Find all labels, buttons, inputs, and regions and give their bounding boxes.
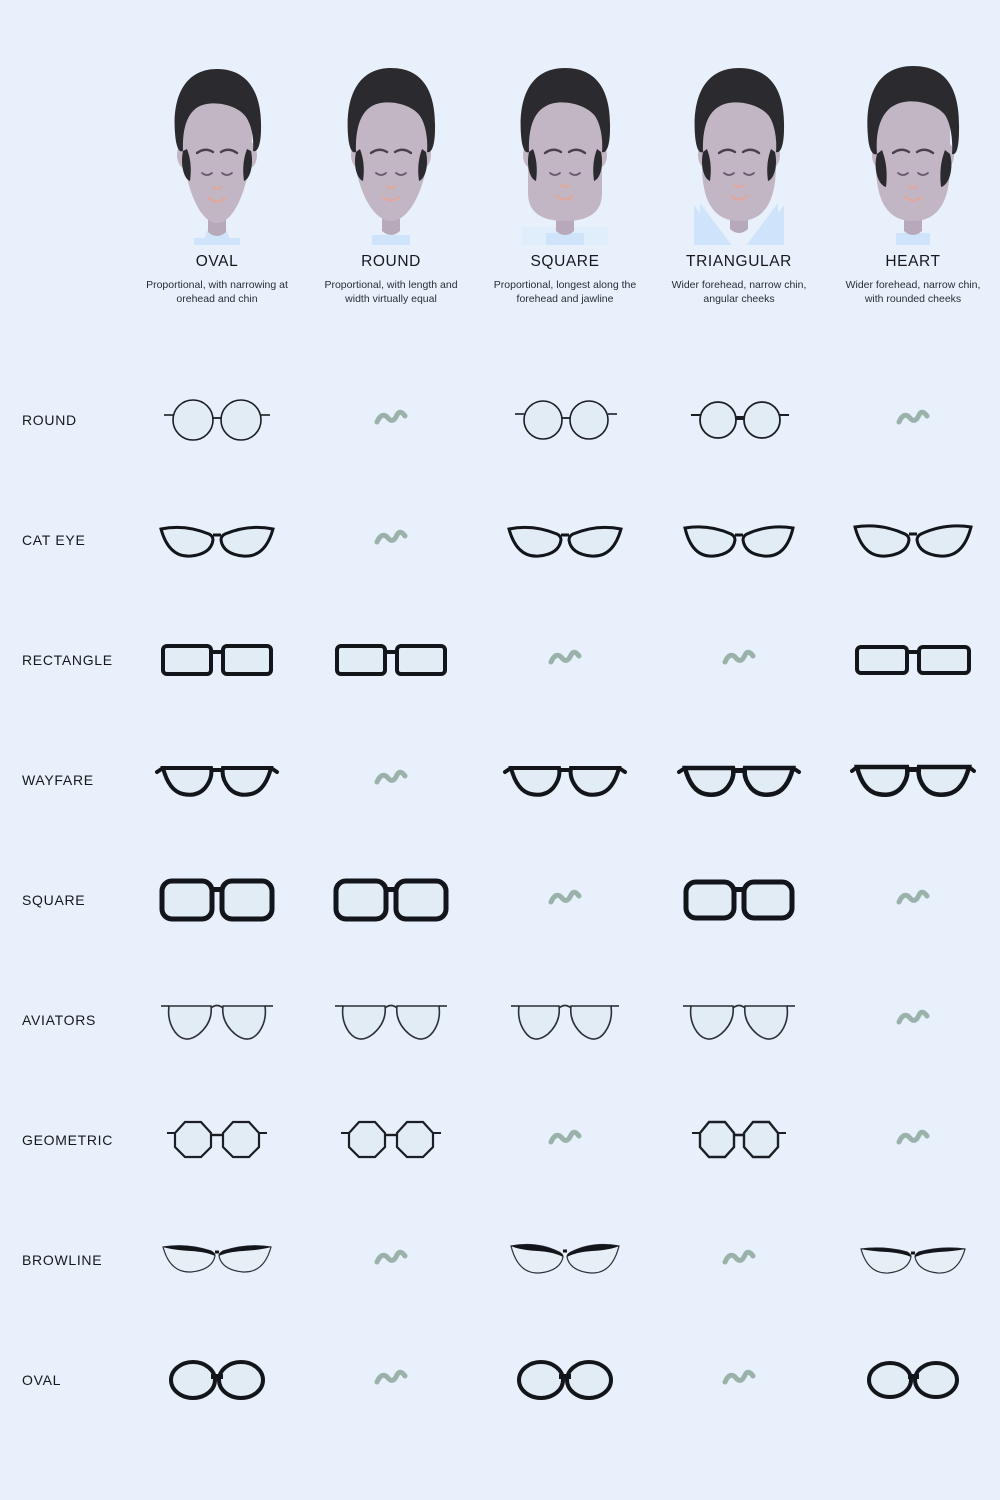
frames-geometric-icon [675,1109,803,1171]
cell-round-round [304,360,478,480]
face-description: Proportional, with narrowing at orehead and chin [146,279,288,306]
cell-wayfare-round [304,720,478,840]
frames-browline-icon [501,1229,629,1291]
cell-wayfare-oval [130,720,304,840]
cell-cat-eye-heart [826,480,1000,600]
face-oval-icon [142,55,292,245]
cell-browline-heart [826,1200,1000,1320]
frames-round-icon [153,389,281,451]
frames-cat-eye-icon [675,509,803,571]
frames-wayfare-icon [501,749,629,811]
cell-square-triangular [652,840,826,960]
frames-square-icon [675,869,803,931]
not-recommended-squiggle-icon [722,1249,756,1271]
frames-wayfare-icon [675,749,803,811]
face-label: SQUARE [530,253,600,270]
cell-round-triangular [652,360,826,480]
face-label: TRIANGULAR [686,253,792,270]
face-column-triangular [652,0,826,360]
cell-geometric-triangular [652,1080,826,1200]
cell-square-round [304,840,478,960]
face-column-round [304,0,478,360]
frames-wayfare-icon [849,749,977,811]
cell-geometric-square [478,1080,652,1200]
frames-oval-icon [153,1349,281,1411]
cell-aviators-heart [826,960,1000,1080]
cell-geometric-round [304,1080,478,1200]
frames-square-icon [153,869,281,931]
frames-aviators-icon [153,989,281,1051]
face-column-heart [826,0,1000,360]
face-triangular-icon [664,55,814,245]
not-recommended-squiggle-icon [374,769,408,791]
face-description: Proportional, with length and width virtually equal [324,279,458,306]
frames-aviators-icon [675,989,803,1051]
frames-round-icon [675,389,803,451]
frames-rectangle-icon [849,629,977,691]
not-recommended-squiggle-icon [896,409,930,431]
face-description: Wider forehead, narrow chin, angular cheeks [671,279,807,306]
frames-browline-icon [849,1229,977,1291]
frames-cat-eye-icon [153,509,281,571]
cell-round-square [478,360,652,480]
cell-round-oval [130,360,304,480]
frames-oval-icon [849,1349,977,1411]
row-label-aviators: AVIATORS [22,1012,97,1028]
row-label-round: ROUND [22,412,77,428]
cell-oval-oval [130,1320,304,1440]
cell-oval-square [478,1320,652,1440]
not-recommended-squiggle-icon [374,529,408,551]
face-square-icon [490,55,640,245]
not-recommended-squiggle-icon [374,1369,408,1391]
not-recommended-squiggle-icon [548,649,582,671]
frames-browline-icon [153,1229,281,1291]
cell-rectangle-oval [130,600,304,720]
row-label-oval: OVAL [22,1372,62,1388]
frames-oval-icon [501,1349,629,1411]
face-description: Wider forehead, narrow chin, with rounded cheeks [845,279,981,306]
not-recommended-squiggle-icon [896,1009,930,1031]
cell-aviators-oval [130,960,304,1080]
cell-geometric-heart [826,1080,1000,1200]
face-label: HEART [885,253,941,270]
frames-geometric-icon [153,1109,281,1171]
face-heart-icon [838,55,988,245]
frames-round-icon [501,389,629,451]
not-recommended-squiggle-icon [722,1369,756,1391]
cell-rectangle-square [478,600,652,720]
cell-oval-heart [826,1320,1000,1440]
cell-rectangle-round [304,600,478,720]
not-recommended-squiggle-icon [896,1129,930,1151]
cell-aviators-round [304,960,478,1080]
cell-square-oval [130,840,304,960]
row-label-wayfare: WAYFARE [22,772,94,788]
frames-square-icon [327,869,455,931]
cell-cat-eye-oval [130,480,304,600]
cell-wayfare-triangular [652,720,826,840]
cell-aviators-triangular [652,960,826,1080]
not-recommended-squiggle-icon [548,889,582,911]
cell-wayfare-square [478,720,652,840]
cell-rectangle-heart [826,600,1000,720]
not-recommended-squiggle-icon [374,1249,408,1271]
cell-oval-round [304,1320,478,1440]
frames-geometric-icon [327,1109,455,1171]
cell-aviators-square [478,960,652,1080]
row-label-cat-eye: CAT EYE [22,532,86,548]
cell-browline-square [478,1200,652,1320]
cell-wayfare-heart [826,720,1000,840]
frames-aviators-icon [327,989,455,1051]
row-label-geometric: GEOMETRIC [22,1132,114,1148]
cell-cat-eye-triangular [652,480,826,600]
cell-cat-eye-round [304,480,478,600]
frames-wayfare-icon [153,749,281,811]
cell-browline-round [304,1200,478,1320]
row-label-rectangle: RECTANGLE [22,652,113,668]
cell-square-square [478,840,652,960]
cell-browline-oval [130,1200,304,1320]
face-label: OVAL [195,253,239,270]
row-label-browline: BROWLINE [22,1252,103,1268]
cell-round-heart [826,360,1000,480]
cell-cat-eye-square [478,480,652,600]
not-recommended-squiggle-icon [548,1129,582,1151]
not-recommended-squiggle-icon [896,889,930,911]
frames-rectangle-icon [153,629,281,691]
cell-rectangle-triangular [652,600,826,720]
frames-aviators-icon [501,989,629,1051]
cell-browline-triangular [652,1200,826,1320]
cell-square-heart [826,840,1000,960]
matrix-corner-spacer [0,0,130,360]
face-round-icon [316,55,466,245]
face-column-square [478,0,652,360]
frames-cat-eye-icon [501,509,629,571]
frames-rectangle-icon [327,629,455,691]
face-description: Proportional, longest along the forehead and jawline [493,279,637,306]
frames-cat-eye-icon [849,509,977,571]
face-column-oval [130,0,304,360]
not-recommended-squiggle-icon [374,409,408,431]
cell-geometric-oval [130,1080,304,1200]
face-label: ROUND [361,253,421,270]
cell-oval-triangular [652,1320,826,1440]
not-recommended-squiggle-icon [722,649,756,671]
row-label-square: SQUARE [22,892,86,908]
